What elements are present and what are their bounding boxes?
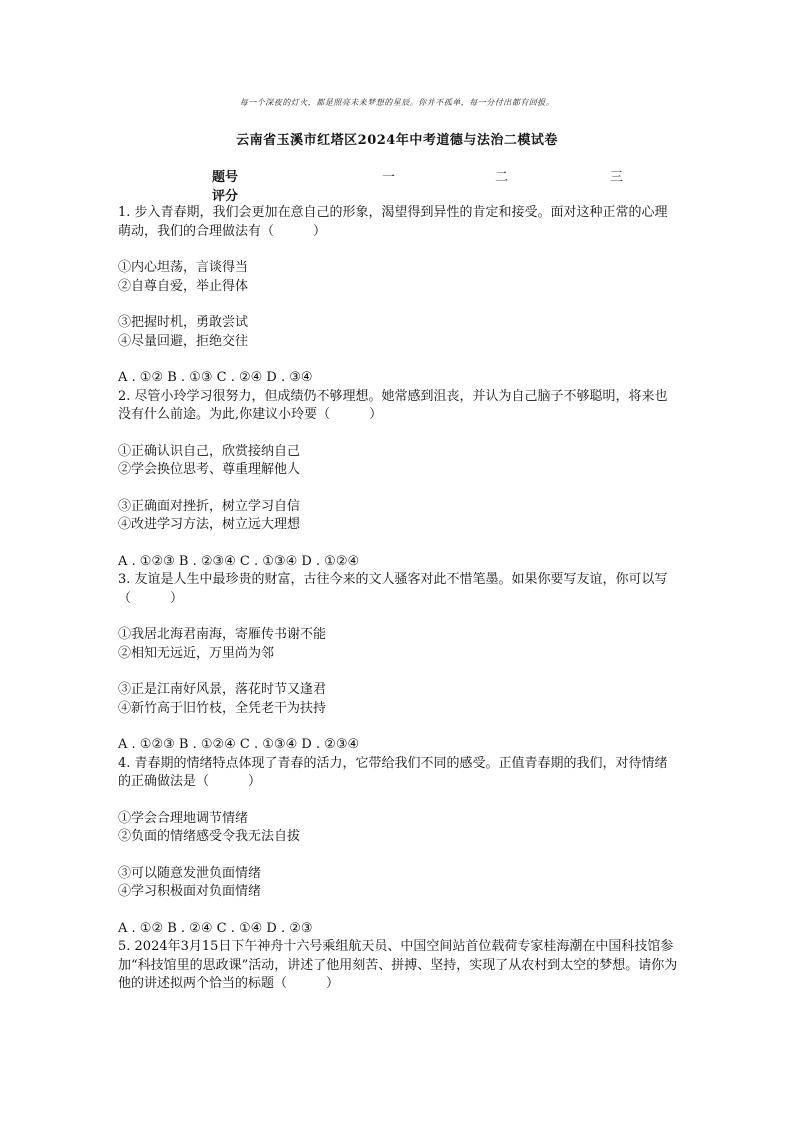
option-item: ③正确面对挫折，树立学习自信 bbox=[118, 498, 301, 514]
option-item: ④新竹高于旧竹枝，全凭老干为扶持 bbox=[118, 700, 327, 716]
option-item: ①正确认识自己，欣赏接纳自己 bbox=[118, 443, 301, 459]
option-item: ③正是江南好风景，落花时节又逢君 bbox=[118, 682, 327, 697]
question-stem: 5. 2024年3月15日下午神舟十六号乘组航天员、中国空间站首位载荷专家桂海潮在中国科技馆参加“科技馆里的思政课”活动，讲述了他用刻苦、拼搏、坚持，实现了从农村到太空的梦想。请你为他的讲述拟两个恰当的标题（ ） bbox=[118, 939, 678, 991]
option-item: ③把握时机，勇敢尝试 bbox=[118, 315, 249, 330]
option-item: ④学习积极面对负面情绪 bbox=[118, 884, 262, 899]
option-item: ②相知无远近，万里尚为邻 bbox=[118, 645, 275, 661]
score-table-label-score: 评分 bbox=[212, 189, 239, 204]
option-item: ②学会换位思考、尊重理解他人 bbox=[118, 462, 301, 477]
score-table-score-row bbox=[212, 185, 672, 204]
score-table-header-row bbox=[212, 166, 672, 185]
question-stem: 1. 步入青春期，我们会更加在意自己的形象，渴望得到异性的肯定和接受。面对这种正常的心理萌动，我们的合理做法有（ ） bbox=[118, 205, 668, 239]
question-4 bbox=[118, 755, 678, 939]
answer-choices: A . ①②③ B . ②③④ C . ①③④ D . ①②④ bbox=[118, 553, 360, 569]
score-table-col-2: 二 bbox=[495, 170, 509, 185]
page-title: 云南省玉溪市红塔区2024年中考道德与法治二模试卷 bbox=[236, 133, 558, 148]
option-item: ①内心坦荡，言谈得当 bbox=[118, 260, 249, 275]
option-item: ④尽量回避，拒绝交往 bbox=[118, 333, 249, 349]
option-item: ④改进学习方法，树立远大理想 bbox=[118, 517, 301, 532]
question-list bbox=[118, 204, 678, 994]
score-table-col-1: 一 bbox=[382, 170, 396, 185]
option-item: ②负面的情绪感受令我无法自拔 bbox=[118, 829, 301, 844]
option-item: ①学会合理地调节情绪 bbox=[118, 810, 249, 826]
answer-choices: A . ①② B . ①③ C . ②④ D . ③④ bbox=[118, 370, 313, 385]
question-1 bbox=[118, 204, 678, 388]
question-stem: 4. 青春期的情绪特点体现了青春的活力，它带给我们不同的感受。正值青春期的我们，对待情绪的正确做法是（ ） bbox=[118, 755, 668, 789]
option-item: ②自尊自爱，举止得体 bbox=[118, 278, 249, 294]
option-item: ③可以随意发泄负面情绪 bbox=[118, 865, 262, 881]
score-table-col-3: 三 bbox=[610, 170, 624, 185]
question-2 bbox=[118, 388, 678, 572]
motto-header: 每一个深夜的灯火，都是照亮未来梦想的星辰。你并不孤单，每一分付出都有回报。 bbox=[239, 98, 555, 107]
question-5 bbox=[118, 938, 678, 994]
answer-choices: A . ①② B . ②④ C . ①④ D . ②③ bbox=[118, 920, 313, 936]
question-3 bbox=[118, 571, 678, 755]
answer-choices: A . ①②③ B . ①②④ C . ①③④ D . ②③④ bbox=[118, 737, 360, 752]
question-stem: 3. 友谊是人生中最珍贵的财富，古往今来的文人骚客对此不惜笔墨。如果你要写友谊，你可以写（ ） bbox=[118, 572, 668, 606]
score-table-label-number: 题号 bbox=[212, 170, 239, 185]
question-stem: 2. 尽管小玲学习很努力，但成绩仍不够理想。她常感到沮丧，并认为自己脑子不够聪明，将来也没有什么前途。为此,你建议小玲要（ ） bbox=[118, 388, 668, 422]
option-item: ①我居北海君南海，寄雁传书谢不能 bbox=[118, 627, 327, 642]
score-table bbox=[212, 166, 672, 204]
